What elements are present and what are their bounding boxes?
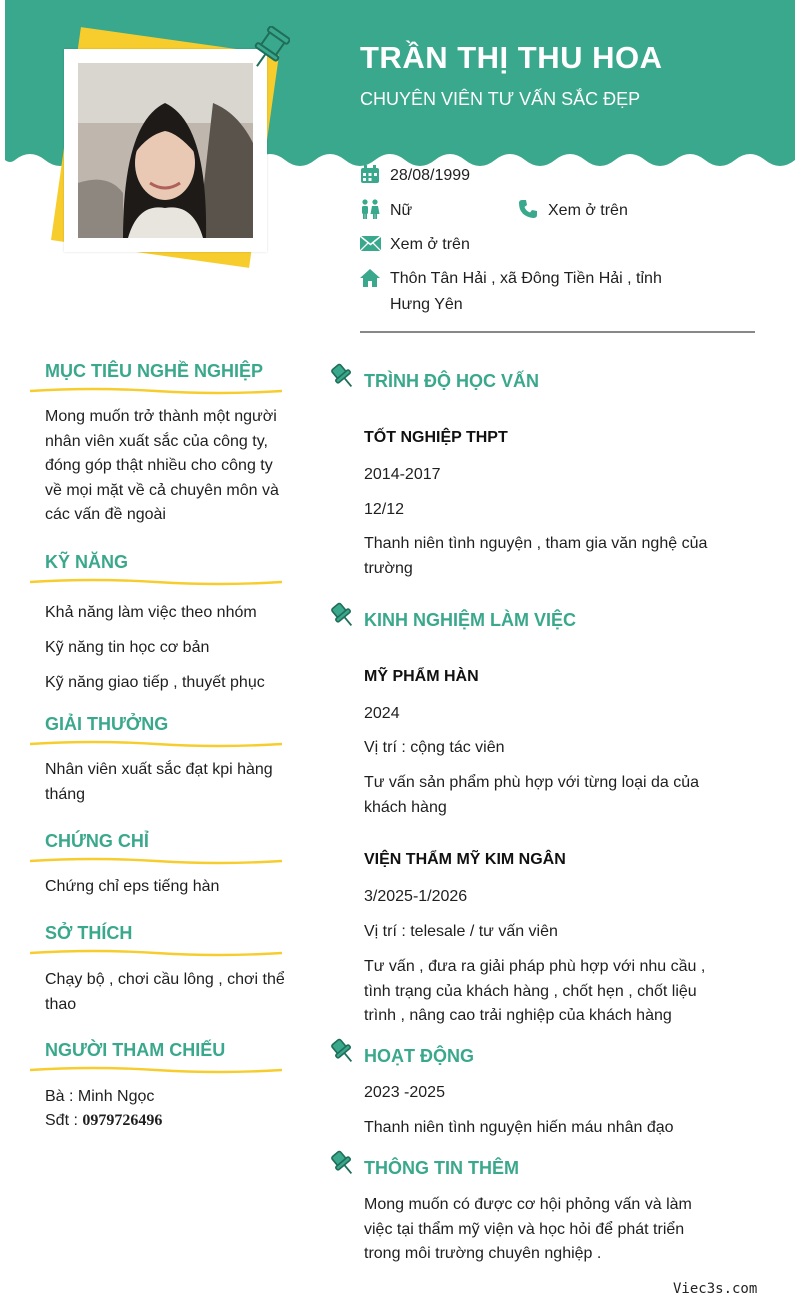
company-name: VIỆN THẨM MỸ KIM NGÂN <box>364 851 566 868</box>
activity-period: 2023 -2025 <box>364 1084 445 1101</box>
candidate-name: TRẦN THỊ THU HOA <box>360 40 663 75</box>
reference-name: Bà : Minh Ngọc <box>45 1088 155 1105</box>
divider <box>360 331 755 333</box>
wave-divider <box>30 739 282 749</box>
objective-text: Mong muốn trở thành một người nhân viên xuất sắc của công ty, đóng góp thật nhiều cho công ty về mọi mặt về cả chuyên môn và các vấn đề ngoài <box>45 408 279 523</box>
job-position: Vị trí : cộng tác viên <box>364 739 505 756</box>
job-period: 2024 <box>364 705 400 722</box>
skill-item: Kỹ năng tin học cơ bản <box>45 639 210 656</box>
wave-divider <box>30 386 282 396</box>
section-title-education: TRÌNH ĐỘ HỌC VẤN <box>364 371 539 391</box>
pushpin-icon <box>329 1037 356 1066</box>
pushpin-icon <box>329 1149 356 1178</box>
education-period: 2014-2017 <box>364 466 441 483</box>
wave-divider <box>30 856 282 866</box>
section-title-certificates: CHỨNG CHỈ <box>45 831 149 851</box>
awards-text: Nhân viên xuất sắc đạt kpi hàng tháng <box>45 761 273 803</box>
section-title-activities: HOẠT ĐỘNG <box>364 1046 474 1066</box>
gender-icon <box>360 199 380 219</box>
gender: Nữ <box>390 202 413 219</box>
job-period: 3/2025-1/2026 <box>364 888 468 905</box>
pushpin-icon <box>329 601 356 630</box>
reference-phone: Sđt : 0979726496 <box>45 1112 163 1129</box>
section-title-additional: THÔNG TIN THÊM <box>364 1158 519 1178</box>
skill-item: Khả năng làm việc theo nhóm <box>45 604 257 621</box>
email-icon <box>360 236 381 251</box>
pushpin-icon <box>248 26 290 72</box>
hobbies-text: Chạy bộ , chơi cầu lông , chơi thể thao <box>45 971 285 1013</box>
job-description: Tư vấn , đưa ra giải pháp phù hợp với nhu cầu , tình trạng của khách hàng , chốt hẹn , chốt liệu trình , nâng cao trải nghiệp của khách hàng <box>364 958 706 1024</box>
phone: Xem ở trên <box>548 202 628 219</box>
profile-photo <box>78 63 253 238</box>
section-title-objective: MỤC TIÊU NGHỀ NGHIỆP <box>45 361 264 381</box>
education-description: Thanh niên tình nguyện , tham gia văn nghệ của trường <box>364 535 708 577</box>
address-line-2: Hưng Yên <box>390 296 463 313</box>
wave-divider <box>30 948 282 958</box>
section-title-experience: KINH NGHIỆM LÀM VIỆC <box>364 610 577 630</box>
job-description: Tư vấn sản phẩm phù hợp với từng loại da của khách hàng <box>364 774 700 816</box>
education-grade: 12/12 <box>364 501 405 518</box>
certificate-text: Chứng chỉ eps tiếng hàn <box>45 878 220 895</box>
additional-text: Mong muốn có được cơ hội phỏng vấn và làm việc tại thẩm mỹ viện và học hỏi để phát triển trong môi trường chuyên nghiệp . <box>364 1196 692 1262</box>
wave-divider <box>30 1065 282 1075</box>
watermark-text: Viec3s.com <box>673 1281 758 1297</box>
section-title-skills: KỸ NĂNG <box>45 552 129 572</box>
section-title-awards: GIẢI THƯỞNG <box>45 714 169 734</box>
date-of-birth: 28/08/1999 <box>390 167 471 184</box>
skill-item: Kỹ năng giao tiếp , thuyết phục <box>45 674 265 691</box>
address-line-1: Thôn Tân Hải , xã Đông Tiền Hải , tỉnh <box>390 270 662 287</box>
email: Xem ở trên <box>390 236 470 253</box>
phone-icon <box>518 199 538 219</box>
pushpin-icon <box>329 362 356 391</box>
job-position: Vị trí : telesale / tư vấn viên <box>364 923 558 940</box>
section-title-hobbies: SỞ THÍCH <box>45 923 133 943</box>
wave-divider <box>30 577 282 587</box>
calendar-icon <box>360 165 380 184</box>
home-icon <box>360 269 380 287</box>
activity-description: Thanh niên tình nguyện hiến máu nhân đạo <box>364 1119 674 1136</box>
company-name: MỸ PHẨM HÀN <box>364 668 479 685</box>
section-title-references: NGƯỜI THAM CHIẾU <box>45 1040 226 1060</box>
school-name: TỐT NGHIỆP THPT <box>364 429 508 446</box>
job-title: CHUYÊN VIÊN TƯ VẤN SẮC ĐẸP <box>360 89 641 109</box>
